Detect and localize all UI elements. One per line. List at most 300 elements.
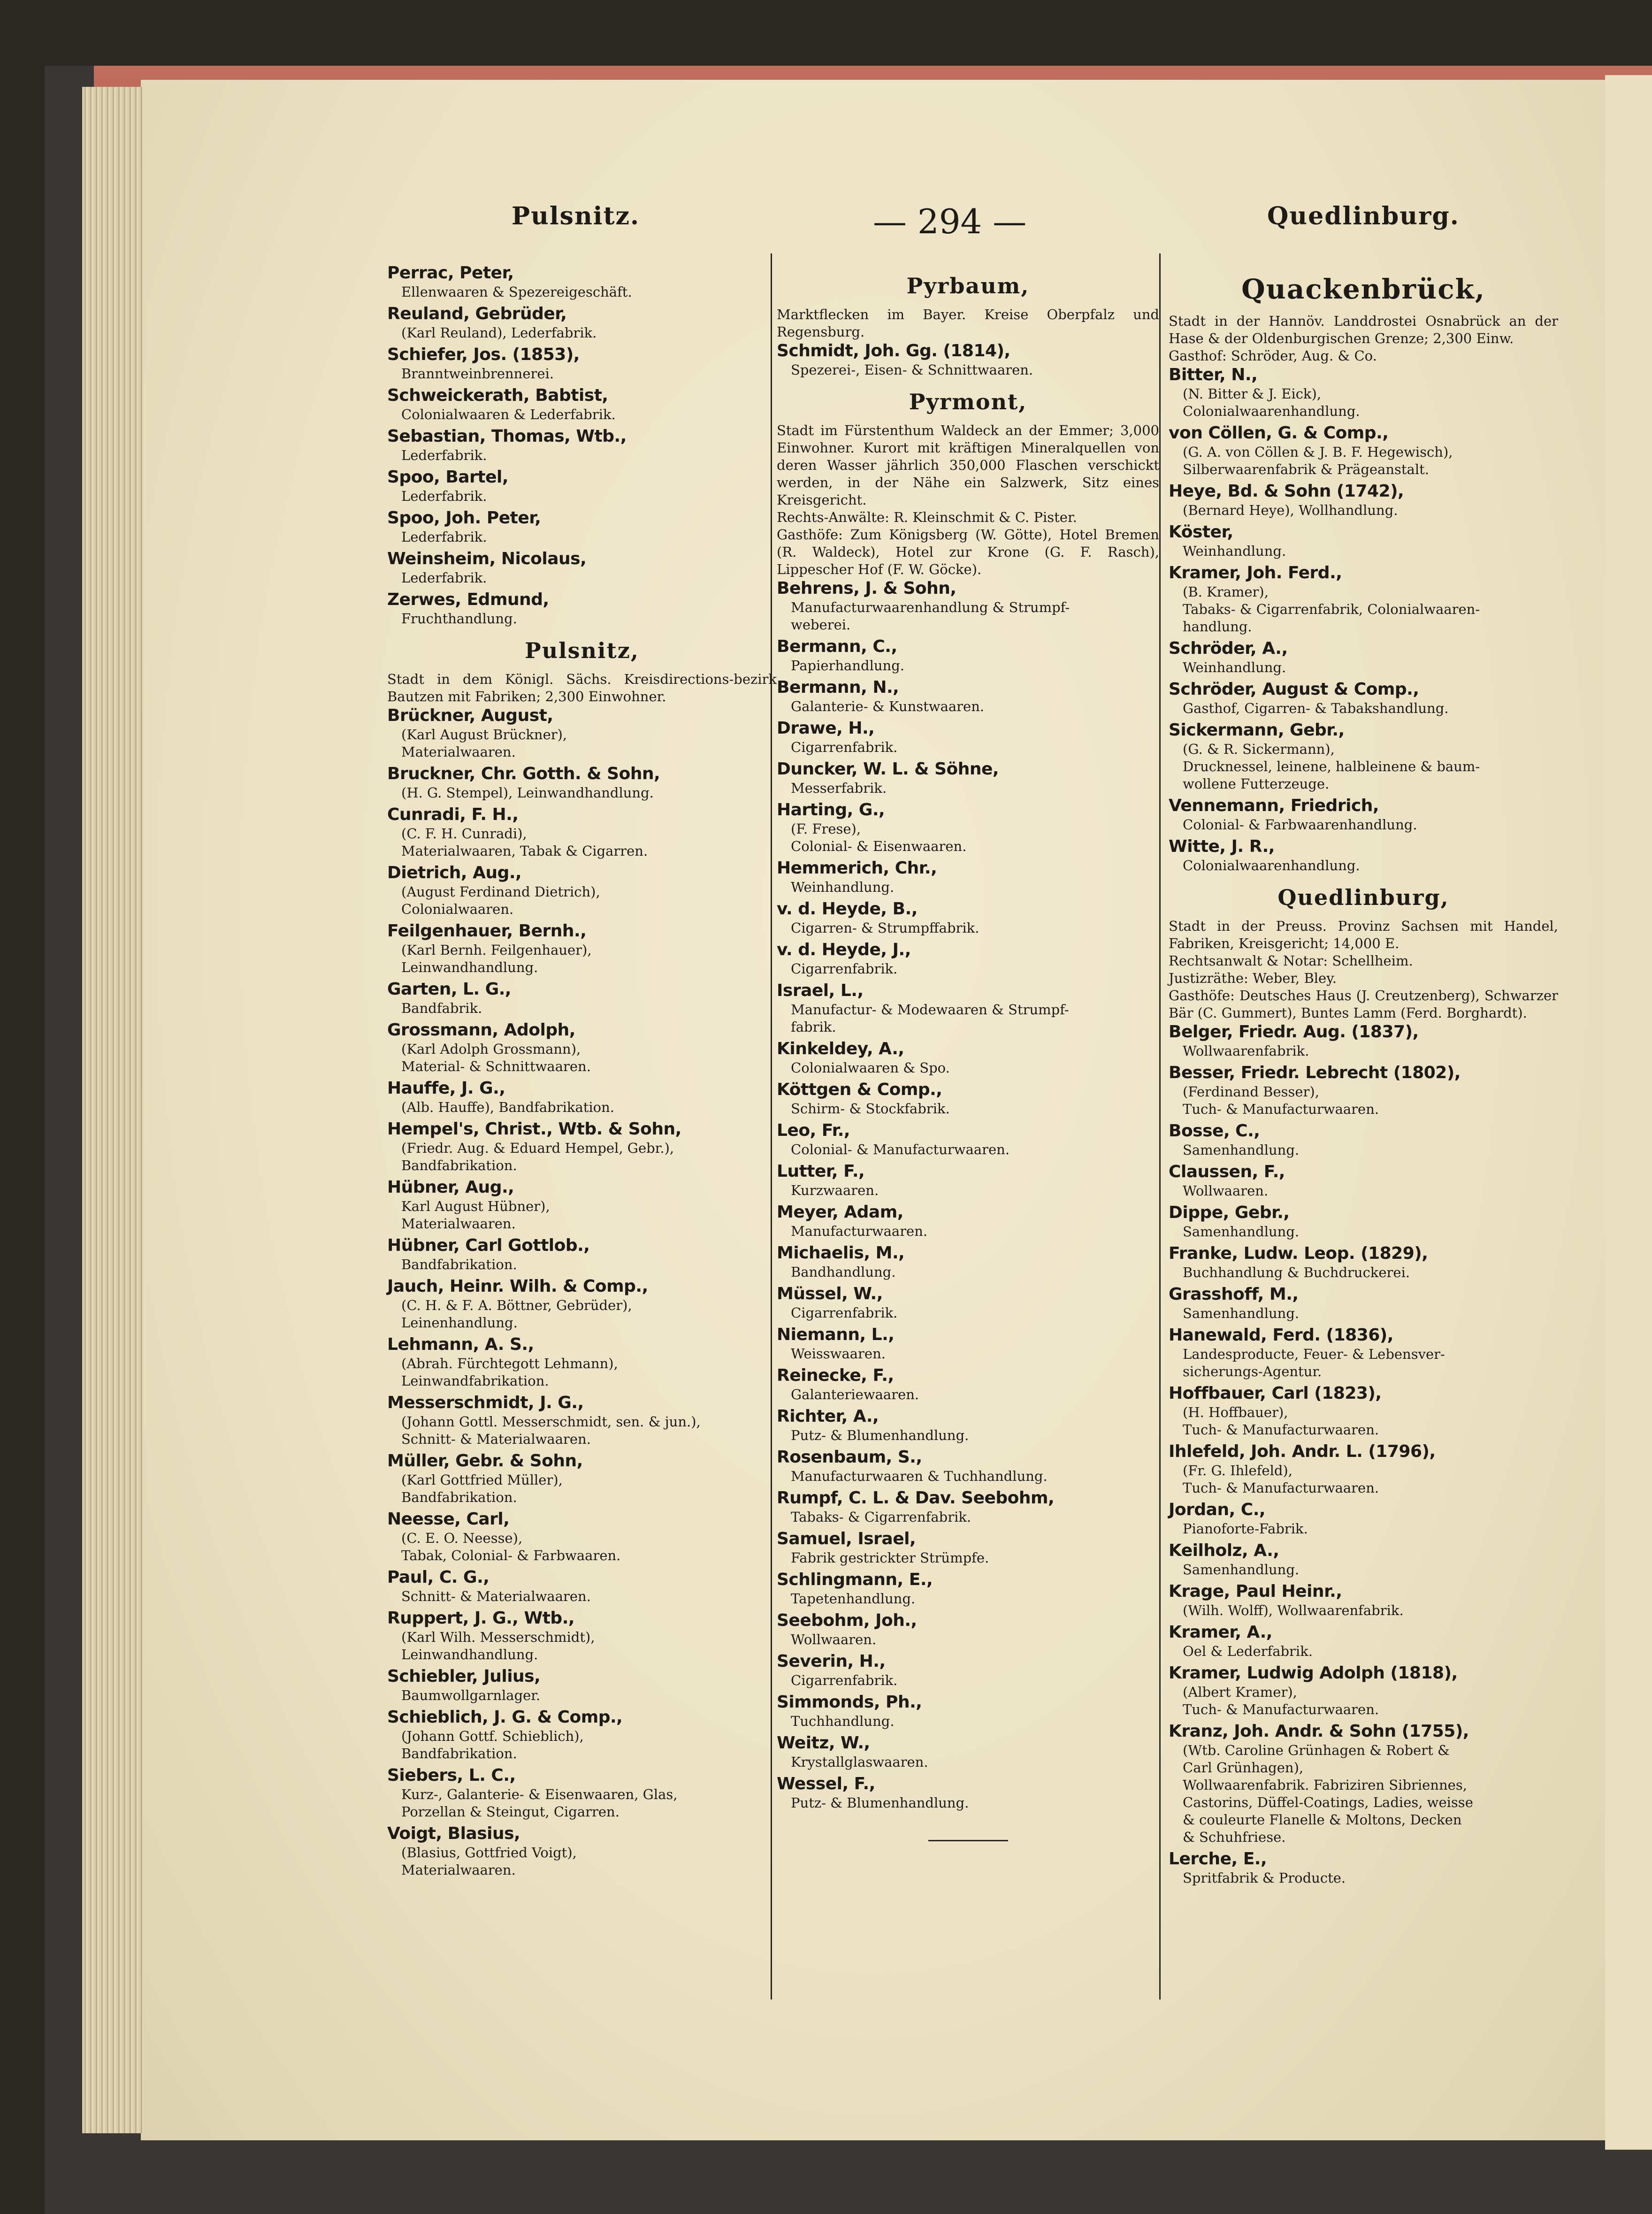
town-heading: Quedlinburg, (1277, 885, 1449, 910)
firm-detail: Weinhandlung. (1183, 543, 1286, 559)
firm-detail: Tuch- & Manufacturwaaren. (1183, 1101, 1379, 1117)
directory-entry (777, 981, 1159, 1036)
directory-entry (777, 1651, 1159, 1689)
directory-entry (1169, 1540, 1558, 1578)
end-rule (928, 1840, 1008, 1841)
firm-detail: (Albert Kramer), (1183, 1684, 1297, 1700)
firm-detail: (Johann Gottf. Schieblich), (401, 1728, 584, 1744)
firm-detail: Cigarren- & Strumpffabrik. (791, 920, 979, 936)
firm-name: Duncker, W. L. & Söhne, (777, 759, 999, 779)
directory-entry (777, 1284, 1159, 1322)
directory-entry (1169, 365, 1558, 420)
firm-name: Krage, Paul Heinr., (1169, 1582, 1342, 1601)
firm-name: Hanewald, Ferd. (1836), (1169, 1325, 1393, 1345)
town-description: Rechtsanwalt & Notar: Schellheim. (1169, 953, 1413, 969)
firm-detail: Spezerei-, Eisen- & Schnittwaaren. (791, 362, 1033, 378)
firm-name: Kinkeldey, A., (777, 1039, 904, 1058)
firm-detail: (N. Bitter & J. Eick), (1183, 386, 1322, 402)
firm-name: Drawe, H., (777, 719, 875, 738)
firm-name: Hoffbauer, Carl (1823), (1169, 1384, 1382, 1403)
town-heading: Pyrmont, (909, 389, 1027, 414)
firm-detail: Tapetenhandlung. (791, 1591, 916, 1607)
firm-detail: Colonial- & Eisenwaaren. (791, 838, 967, 854)
firm-detail: (G. & R. Sickermann), (1183, 741, 1335, 757)
firm-name: Hübner, Carl Gottlob., (387, 1236, 590, 1255)
firm-detail: Fruchthandlung. (401, 611, 517, 627)
running-head-right: Quedlinburg. (1267, 202, 1460, 230)
firm-detail: Wollwaaren. (1183, 1183, 1269, 1199)
firm-name: Rumpf, C. L. & Dav. Seebohm, (777, 1488, 1055, 1508)
firm-name: Bermann, N., (777, 678, 899, 697)
firm-detail: Leinwandhandlung. (401, 959, 538, 975)
firm-detail: Tuchhandlung. (791, 1713, 895, 1729)
directory-entry (777, 1080, 1159, 1118)
firm-detail: Galanterie- & Kunstwaaren. (791, 698, 985, 714)
firm-name: Spoo, Joh. Peter, (387, 508, 541, 528)
town-description: Stadt in der Hannöv. Landdrostei Osnabrück an der Hase & der Oldenburgischen Grenze; 2,300 Einw. (1169, 313, 1558, 346)
town-description: Justizräthe: Weber, Bley. (1169, 970, 1337, 986)
directory-entry (777, 1120, 1159, 1158)
firm-name: Lehmann, A. S., (387, 1335, 534, 1354)
directory-entry (1169, 1500, 1558, 1538)
directory-entry (1169, 796, 1558, 834)
firm-name: Grasshoff, M., (1169, 1285, 1299, 1304)
firm-name: Dippe, Gebr., (1169, 1203, 1290, 1222)
directory-entry (387, 921, 777, 976)
firm-name: Müller, Gebr. & Sohn, (387, 1451, 583, 1471)
firm-name: Behrens, J. & Sohn, (777, 579, 956, 598)
directory-entry (777, 1610, 1159, 1648)
firm-detail: Galanteriewaaren. (791, 1387, 919, 1402)
firm-detail: & Schuhfriese. (1183, 1829, 1286, 1845)
firm-detail: Bandfabrikation. (401, 1256, 517, 1272)
town-description: Marktflecken im Bayer. Kreise Oberpfalz und Regensburg. (777, 306, 1159, 340)
firm-detail: Bandhandlung. (791, 1264, 896, 1280)
firm-name: Grossmann, Adolph, (387, 1020, 575, 1040)
firm-detail: Weisswaaren. (791, 1346, 886, 1362)
firm-name: Schiebler, Julius, (387, 1667, 541, 1686)
directory-entry (1169, 1622, 1558, 1660)
firm-detail: Landesproducte, Feuer- & Lebensver- (1183, 1346, 1445, 1362)
firm-detail: Samenhandlung. (1183, 1562, 1300, 1578)
directory-entry (777, 578, 1159, 634)
firm-name: Schlingmann, E., (777, 1570, 933, 1589)
firm-detail: Tuch- & Manufacturwaaren. (1183, 1701, 1379, 1717)
firm-detail: Kurzwaaren. (791, 1182, 879, 1198)
firm-name: Hauffe, J. G., (387, 1079, 505, 1098)
firm-detail: Drucknessel, leinene, halbleinene & baum- (1183, 758, 1480, 774)
directory-entry (1169, 423, 1558, 478)
directory-entry (777, 1161, 1159, 1199)
firm-detail: (F. Frese), (791, 821, 861, 837)
firm-detail: Oel & Lederfabrik. (1183, 1643, 1313, 1659)
firm-detail: Tuch- & Manufacturwaaren. (1183, 1422, 1379, 1438)
firm-name: Jordan, C., (1169, 1500, 1266, 1519)
firm-name: Rosenbaum, S., (777, 1448, 922, 1467)
firm-detail: (Wtb. Caroline Grünhagen & Robert & (1183, 1742, 1450, 1758)
firm-detail: (Abrah. Fürchtegott Lehmann), (401, 1356, 618, 1371)
firm-detail: Leinwandfabrikation. (401, 1373, 549, 1389)
firm-name: Michaelis, M., (777, 1243, 905, 1263)
firm-detail: Samenhandlung. (1183, 1224, 1300, 1240)
directory-entry (1169, 1243, 1558, 1281)
firm-detail: (Karl Gottfried Müller), (401, 1472, 563, 1488)
firm-detail: (C. F. H. Cunradi), (401, 826, 527, 842)
firm-name: Meyer, Adam, (777, 1203, 903, 1222)
firm-name: Voigt, Blasius, (387, 1824, 520, 1843)
firm-name: Perrac, Peter, (387, 263, 514, 283)
firm-detail: Schirm- & Stockfabrik. (791, 1101, 950, 1117)
firm-detail: (Karl Bernh. Feilgenhauer), (401, 942, 592, 958)
firm-name: Schieblich, J. G. & Comp., (387, 1708, 623, 1727)
directory-entry (1169, 1063, 1558, 1118)
firm-name: Ruppert, J. G., Wtb., (387, 1609, 575, 1628)
directory-entry (777, 858, 1159, 896)
directory-entry (1169, 481, 1558, 519)
firm-name: Israel, L., (777, 981, 864, 1000)
town-description: Stadt im Fürstenthum Waldeck an der Emmer; 3,000 Einwohner. Kurort mit kräftigen Mineralquellen von deren Wasser jährlich 350,000 Flaschen verschickt werden, in der Nähe ein Salzwerk, Sitz eines Kreisgericht. (777, 422, 1159, 508)
directory-entry (1169, 1325, 1558, 1380)
firm-detail: Papierhandlung. (791, 658, 904, 674)
firm-name: Samuel, Israel, (777, 1529, 916, 1548)
firm-name: Niemann, L., (777, 1325, 895, 1344)
firm-detail: Tabak, Colonial- & Farbwaaren. (401, 1548, 621, 1563)
directory-entry (387, 764, 777, 802)
directory-entry (1169, 522, 1558, 560)
directory-entry (387, 385, 777, 423)
firm-name: von Cöllen, G. & Comp., (1169, 423, 1389, 443)
directory-entry (387, 426, 777, 464)
firm-name: Claussen, F., (1169, 1162, 1285, 1181)
firm-name: Franke, Ludw. Leop. (1829), (1169, 1244, 1428, 1263)
town-description: Stadt in dem Königl. Sächs. Kreisdirections-bezirk Bautzen mit Fabriken; 2,300 Einwohner. (387, 671, 777, 705)
directory-entry (387, 508, 777, 546)
firm-detail: Cigarrenfabrik. (791, 739, 898, 755)
firm-name: Belger, Friedr. Aug. (1837), (1169, 1022, 1419, 1042)
town-description: Gasthof: Schröder, Aug. & Co. (1169, 348, 1377, 364)
directory-entry (777, 800, 1159, 855)
firm-detail: Putz- & Blumenhandlung. (791, 1427, 969, 1443)
directory-entry (387, 1567, 777, 1605)
firm-name: Hübner, Aug., (387, 1178, 514, 1197)
directory-entry (1169, 836, 1558, 874)
firm-name: Spoo, Bartel, (387, 467, 508, 487)
firm-detail: Pianoforte-Fabrik. (1183, 1521, 1308, 1537)
firm-detail: & couleurte Flanelle & Moltons, Decken (1183, 1812, 1462, 1828)
firm-detail: Colonialwaarenhandlung. (1183, 403, 1360, 419)
directory-entry (387, 1823, 777, 1879)
running-head-left: Pulsnitz. (512, 202, 640, 230)
firm-detail: (H. G. Stempel), Leinwandhandlung. (401, 785, 654, 801)
firm-name: Leo, Fr., (777, 1121, 850, 1140)
firm-detail: Baumwollgarnlager. (401, 1687, 541, 1703)
firm-detail: Colonialwaarenhandlung. (1183, 858, 1360, 873)
firm-name: Paul, C. G., (387, 1568, 489, 1587)
firm-detail: Samenhandlung. (1183, 1305, 1300, 1321)
directory-entry (777, 1774, 1159, 1812)
directory-entry (387, 1177, 777, 1233)
firm-detail: Lederfabrik. (401, 447, 487, 463)
firm-name: Kramer, A., (1169, 1623, 1272, 1642)
firm-name: Seebohm, Joh., (777, 1611, 917, 1630)
directory-entry (387, 804, 777, 860)
firm-detail: Krystallglaswaaren. (791, 1754, 928, 1770)
firm-detail: Lederfabrik. (401, 488, 487, 504)
firm-name: Schiefer, Jos. (1853), (387, 345, 580, 364)
firm-detail: Tabaks- & Cigarrenfabrik, Colonialwaaren- (1183, 601, 1480, 617)
firm-detail: Gasthof, Cigarren- & Tabakshandlung. (1183, 700, 1449, 716)
firm-name: Lutter, F., (777, 1162, 865, 1181)
directory-entry (777, 940, 1159, 978)
firm-name: Schröder, A., (1169, 639, 1288, 658)
firm-detail: Tabaks- & Cigarrenfabrik. (791, 1509, 971, 1525)
directory-entry (777, 1692, 1159, 1730)
firm-detail: Manufacturwaaren & Tuchhandlung. (791, 1468, 1048, 1484)
directory-entry (777, 1570, 1159, 1608)
firm-detail: (G. A. von Cöllen & J. B. F. Hegewisch), (1183, 444, 1453, 460)
directory-entry (777, 718, 1159, 756)
directory-entry (387, 590, 777, 628)
firm-detail: (Karl August Brückner), (401, 727, 567, 743)
firm-detail: Spritfabrik & Producte. (1183, 1870, 1346, 1886)
firm-detail: Colonialwaaren. (401, 901, 514, 917)
firm-name: Brückner, August, (387, 706, 553, 725)
firm-name: Dietrich, Aug., (387, 863, 522, 882)
firm-name: Ihlefeld, Joh. Andr. L. (1796), (1169, 1442, 1436, 1461)
firm-detail: Bandfabrikation. (401, 1746, 517, 1762)
firm-name: Harting, G., (777, 800, 885, 820)
firm-name: Garten, L. G., (387, 980, 512, 999)
firm-detail: Bandfabrikation. (401, 1157, 517, 1173)
firm-name: Witte, J. R., (1169, 837, 1275, 856)
firm-name: Weinsheim, Nicolaus, (387, 549, 587, 568)
firm-name: Schmidt, Joh. Gg. (1814), (777, 341, 1010, 360)
firm-detail: Colonial- & Manufacturwaaren. (791, 1141, 1010, 1157)
firm-detail: (Karl Reuland), Lederfabrik. (401, 325, 597, 341)
firm-name: v. d. Heyde, B., (777, 899, 918, 919)
directory-entry (1169, 1121, 1558, 1159)
firm-detail: handlung. (1183, 619, 1252, 635)
directory-entry (777, 1202, 1159, 1240)
town-description: Gasthöfe: Deutsches Haus (J. Creutzenberg), Schwarzer Bär (C. Gummert), Buntes Lamm (Ferd. Borghardt). (1169, 988, 1558, 1021)
firm-detail: Colonialwaaren & Lederfabrik. (401, 406, 616, 422)
firm-detail: Kurz-, Galanterie- & Eisenwaaren, Glas, (401, 1786, 678, 1802)
firm-name: Sickermann, Gebr., (1169, 720, 1345, 740)
firm-detail: (Alb. Hauffe), Bandfabrikation. (401, 1099, 615, 1115)
firm-name: Köttgen & Comp., (777, 1080, 942, 1099)
firm-detail: (Johann Gottl. Messerschmidt, sen. & jun.), (401, 1414, 701, 1430)
page-edges (82, 87, 143, 2133)
directory-column-3 (1169, 263, 1558, 1890)
town-description: Stadt in der Preuss. Provinz Sachsen mit Handel, Fabriken, Kreisgericht; 14,000 E. (1169, 918, 1558, 951)
firm-name: Severin, H., (777, 1652, 886, 1671)
directory-entry (777, 1529, 1159, 1567)
directory-entry (777, 1733, 1159, 1771)
firm-detail: weberei. (791, 617, 851, 633)
town-heading: Pulsnitz, (525, 638, 639, 663)
firm-name: Siebers, L. C., (387, 1766, 516, 1785)
directory-entry (777, 1447, 1159, 1485)
firm-detail: Wollwaarenfabrik. (1183, 1043, 1309, 1059)
directory-entry (387, 304, 777, 342)
firm-detail: Cigarrenfabrik. (791, 1305, 898, 1321)
firm-name: Jauch, Heinr. Wilh. & Comp., (387, 1277, 648, 1296)
directory-entry (387, 467, 777, 505)
directory-entry (387, 863, 777, 918)
directory-entry (387, 1276, 777, 1332)
column-rule (1159, 253, 1161, 1999)
firm-name: Richter, A., (777, 1407, 879, 1426)
directory-entry (387, 1666, 777, 1704)
firm-name: Simmonds, Ph., (777, 1693, 922, 1712)
firm-detail: Bandfabrik. (401, 1000, 482, 1016)
directory-entry (387, 1509, 777, 1564)
directory-entry (1169, 563, 1558, 636)
firm-detail: Colonialwaaren & Spo. (791, 1060, 950, 1076)
directory-entry (777, 1325, 1159, 1363)
directory-entry (1169, 638, 1558, 676)
directory-entry (777, 1488, 1159, 1526)
firm-detail: Weinhandlung. (791, 879, 895, 895)
firm-detail: Schnitt- & Materialwaaren. (401, 1588, 591, 1604)
directory-entry (387, 1078, 777, 1116)
firm-detail: Wollwaarenfabrik. Fabriziren Sibriennes, (1183, 1777, 1467, 1793)
firm-detail: (Wilh. Wolff), Wollwaarenfabrik. (1183, 1602, 1404, 1618)
firm-name: Messerschmidt, J. G., (387, 1393, 584, 1412)
firm-detail: (Bernard Heye), Wollhandlung. (1183, 502, 1398, 518)
firm-detail: Materialwaaren. (401, 1862, 516, 1878)
firm-name: Reinecke, F., (777, 1366, 894, 1385)
directory-entry (1169, 1203, 1558, 1241)
firm-detail: (B. Kramer), (1183, 584, 1269, 600)
directory-entry (387, 1119, 777, 1174)
firm-name: Schweickerath, Babtist, (387, 386, 608, 405)
directory-entry (1169, 1721, 1558, 1846)
firm-detail: Manufacturwaaren. (791, 1223, 928, 1239)
firm-name: Bermann, C., (777, 637, 897, 656)
firm-name: Reuland, Gebrüder, (387, 304, 567, 323)
firm-name: Bruckner, Chr. Gotth. & Sohn, (387, 764, 660, 783)
directory-entry (1169, 720, 1558, 793)
firm-detail: Cigarrenfabrik. (791, 1672, 898, 1688)
firm-name: Hempel's, Christ., Wtb. & Sohn, (387, 1119, 681, 1139)
directory-entry (777, 341, 1159, 379)
firm-detail: Schnitt- & Materialwaaren. (401, 1431, 591, 1447)
firm-detail: Buchhandlung & Buchdruckerei. (1183, 1264, 1410, 1280)
firm-detail: Weinhandlung. (1183, 659, 1286, 675)
directory-entry (777, 1406, 1159, 1444)
firm-name: Kranz, Joh. Andr. & Sohn (1755), (1169, 1722, 1469, 1741)
firm-detail: (Ferdinand Besser), (1183, 1084, 1319, 1100)
firm-detail: Castorins, Düffel-Coatings, Ladies, weisse (1183, 1794, 1473, 1810)
directory-entry (387, 549, 777, 587)
directory-entry (387, 1020, 777, 1075)
town-heading: Pyrbaum, (906, 273, 1030, 299)
firm-detail: (H. Hoffbauer), (1183, 1404, 1288, 1420)
firm-detail: Ellenwaaren & Spezereigeschäft. (401, 284, 632, 300)
firm-name: Kramer, Joh. Ferd., (1169, 563, 1342, 582)
firm-detail: (C. H. & F. A. Böttner, Gebrüder), (401, 1297, 632, 1313)
directory-entry (387, 1707, 777, 1762)
firm-detail: Karl August Hübner), (401, 1198, 550, 1214)
firm-detail: (Blasius, Gottfried Voigt), (401, 1845, 577, 1861)
firm-detail: Manufacturwaarenhandlung & Strumpf- (791, 599, 1070, 615)
directory-entry (777, 1365, 1159, 1403)
firm-detail: Wollwaaren. (791, 1632, 877, 1647)
directory-entry (387, 1235, 777, 1273)
directory-entry (1169, 1849, 1558, 1887)
next-page-edge (1605, 75, 1652, 2150)
firm-detail: Putz- & Blumenhandlung. (791, 1795, 969, 1811)
firm-detail: Carl Grünhagen), (1183, 1760, 1304, 1776)
firm-detail: Porzellan & Steingut, Cigarren. (401, 1804, 620, 1820)
directory-entry (777, 899, 1159, 937)
firm-name: Sebastian, Thomas, Wtb., (387, 427, 627, 446)
firm-name: Neesse, Carl, (387, 1509, 510, 1529)
firm-name: Schröder, August & Comp., (1169, 680, 1419, 699)
firm-detail: Leinenhandlung. (401, 1315, 518, 1331)
directory-entry (387, 1451, 777, 1506)
firm-detail: (Karl Wilh. Messerschmidt), (401, 1629, 595, 1645)
firm-name: v. d. Heyde, J., (777, 940, 911, 959)
firm-name: Cunradi, F. H., (387, 805, 519, 824)
directory-entry (1169, 1022, 1558, 1060)
firm-detail: Tuch- & Manufacturwaaren. (1183, 1480, 1379, 1496)
firm-detail: Lederfabrik. (401, 529, 487, 545)
directory-column-1 (387, 263, 777, 1882)
directory-entry (777, 636, 1159, 674)
directory-entry (387, 1765, 777, 1821)
firm-name: Weitz, W., (777, 1733, 870, 1753)
directory-entry (1169, 1162, 1558, 1200)
firm-detail: (Karl Adolph Grossmann), (401, 1041, 581, 1057)
firm-detail: Materialwaaren, Tabak & Cigarren. (401, 843, 648, 859)
firm-name: Bitter, N., (1169, 365, 1258, 384)
firm-detail: Materialwaaren. (401, 1216, 516, 1232)
firm-detail: (August Ferdinand Dietrich), (401, 884, 600, 900)
town-description: Gasthöfe: Zum Königsberg (W. Götte), Hotel Bremen (R. Waldeck), Hotel zur Krone (G. F. Rasch), Lippescher Hof (F. W. Göcke). (777, 527, 1159, 577)
directory-entry (1169, 1284, 1558, 1322)
directory-entry (777, 759, 1159, 797)
firm-name: Bosse, C., (1169, 1121, 1260, 1141)
firm-detail: Materialwaaren. (401, 744, 516, 760)
firm-detail: Manufactur- & Modewaaren & Strumpf- (791, 1002, 1069, 1018)
firm-name: Feilgenhauer, Bernh., (387, 921, 587, 941)
firm-detail: Branntweinbrennerei. (401, 366, 554, 382)
firm-name: Müssel, W., (777, 1284, 883, 1303)
directory-entry (387, 1334, 777, 1390)
firm-name: Hemmerich, Chr., (777, 858, 937, 878)
directory-entry (387, 263, 777, 301)
firm-name: Kramer, Ludwig Adolph (1818), (1169, 1663, 1458, 1683)
directory-entry (1169, 1581, 1558, 1619)
firm-detail: wollene Futterzeuge. (1183, 776, 1330, 792)
firm-name: Zerwes, Edmund, (387, 590, 549, 609)
directory-entry (387, 979, 777, 1017)
firm-detail: Colonial- & Farbwaarenhandlung. (1183, 817, 1417, 833)
directory-entry (1169, 1383, 1558, 1439)
directory-entry (1169, 679, 1558, 717)
firm-name: Keilholz, A., (1169, 1541, 1279, 1560)
firm-detail: Messerfabrik. (791, 780, 887, 796)
firm-name: Heye, Bd. & Sohn (1742), (1169, 482, 1404, 501)
town-description: Rechts-Anwälte: R. Kleinschmit & C. Pister. (777, 509, 1077, 525)
firm-detail: (Fr. G. Ihlefeld), (1183, 1463, 1293, 1479)
firm-detail: fabrik. (791, 1019, 836, 1035)
directory-column-2 (777, 263, 1159, 1841)
firm-detail: Leinwandhandlung. (401, 1647, 538, 1662)
town-heading: Quackenbrück, (1241, 273, 1485, 305)
